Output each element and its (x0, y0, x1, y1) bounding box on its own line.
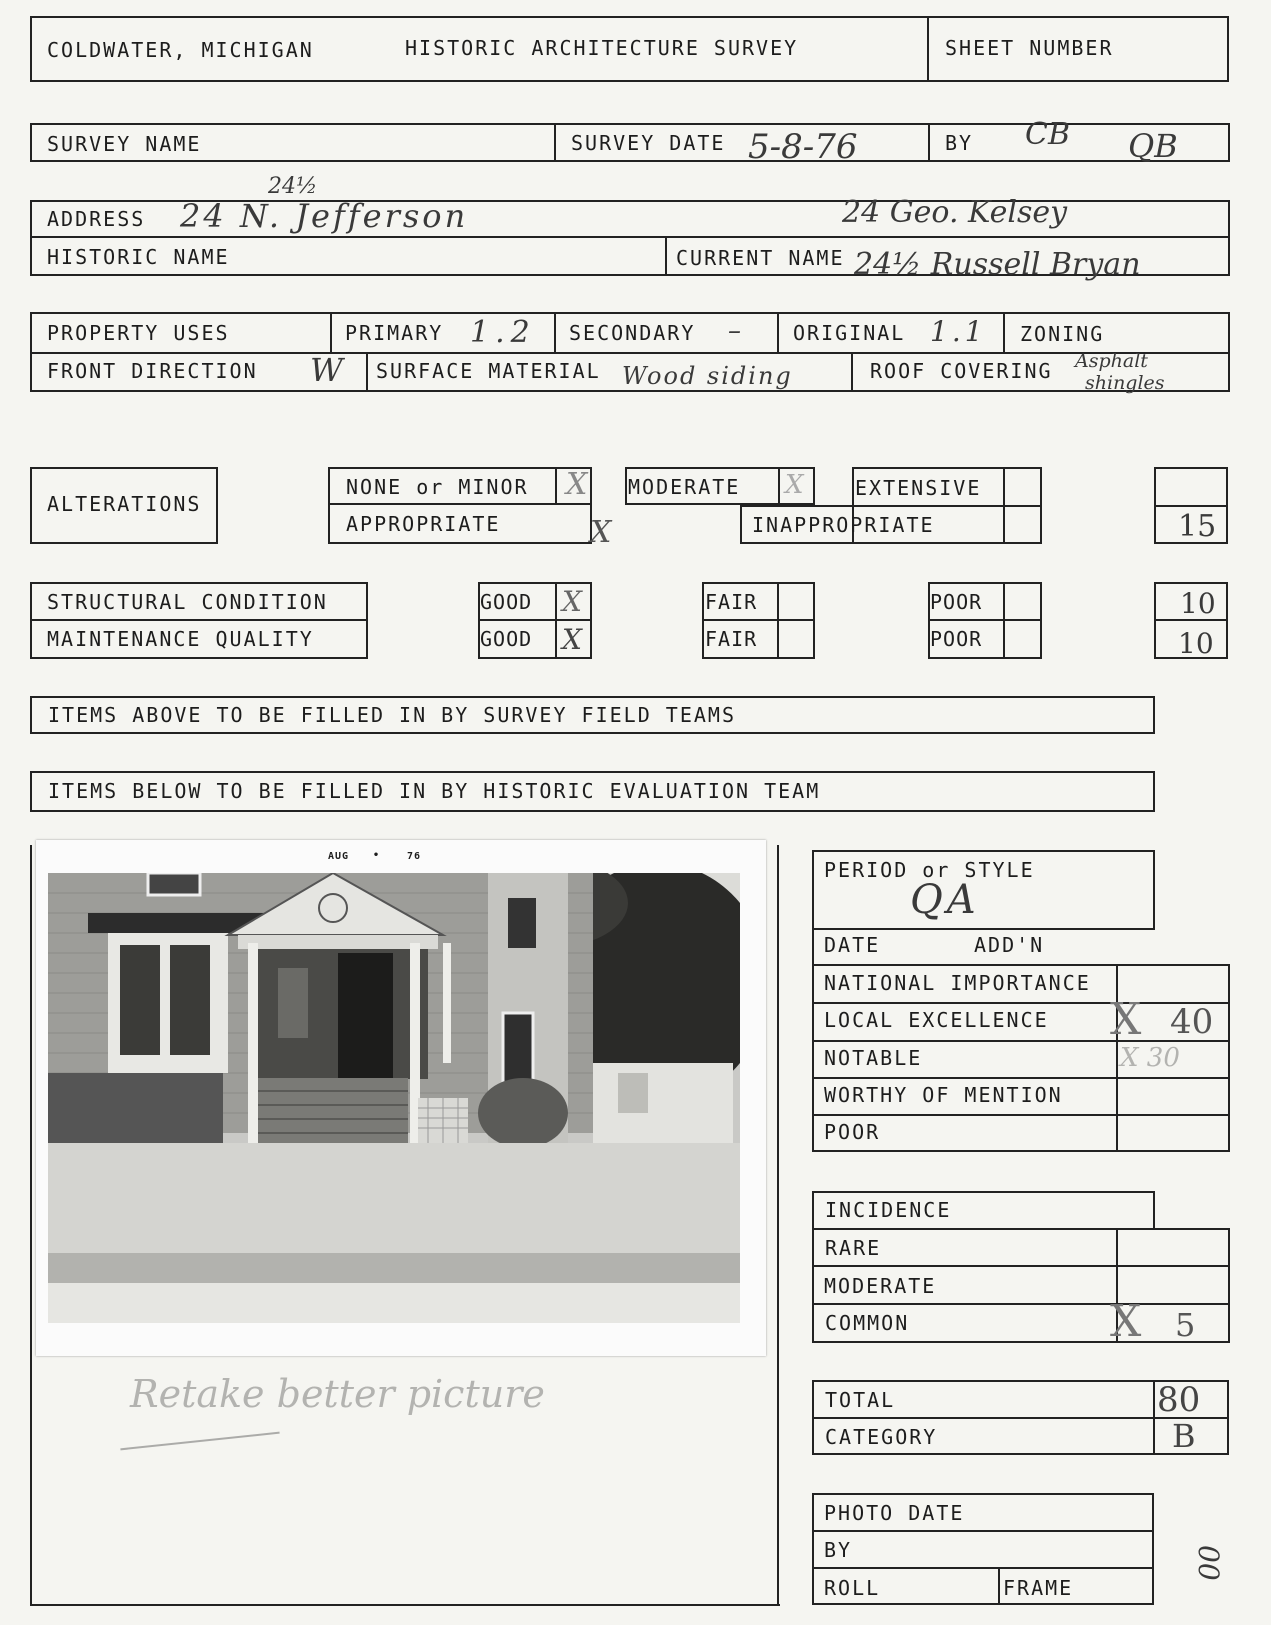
maintenance-quality-label: MAINTENANCE QUALITY (47, 627, 314, 651)
moderate-mark: X (785, 470, 804, 500)
local-excellence-mark: X (1110, 994, 1142, 1045)
maintenance-fair-label: FAIR (705, 627, 758, 651)
period-style-label: PERIOD or STYLE (824, 858, 1035, 882)
roof-covering-line2: shingles (1085, 372, 1165, 394)
extensive-label: EXTENSIVE (855, 476, 982, 500)
sheet-number-label: SHEET NUMBER (945, 36, 1114, 60)
surface-material-label: SURFACE MATERIAL (376, 359, 601, 383)
header-title: HISTORIC ARCHITECTURE SURVEY (405, 36, 799, 60)
photo-caption-faint: Retake better picture (130, 1372, 545, 1416)
eval-poor-label: POOR (824, 1120, 881, 1144)
front-direction-value: W (310, 351, 343, 389)
common-score: 5 (1175, 1306, 1196, 1344)
structural-good-label: GOOD (480, 590, 533, 614)
structural-poor-label: POOR (930, 590, 983, 614)
eval-date-value: ADD'N (974, 933, 1045, 957)
house-photo (48, 873, 740, 1323)
maintenance-mark: X (562, 623, 582, 656)
current-name-line1: 24 Geo. Kelsey (842, 195, 1068, 230)
inappropriate-label: INAPPROPRIATE (752, 513, 935, 537)
photo-date-label: PHOTO DATE (824, 1501, 965, 1525)
address-value: 24 N. Jefferson (180, 197, 469, 235)
header-divider (927, 16, 929, 82)
none-minor-label: NONE or MINOR (346, 475, 529, 499)
structural-score: 10 (1180, 587, 1216, 620)
none-minor-mark: X (566, 467, 588, 502)
notable-faint: X 30 (1120, 1043, 1180, 1073)
frame-label: FRAME (1003, 1576, 1074, 1600)
survey-by-value-2: QB (1128, 127, 1178, 165)
current-name-line2: 24½ Russell Bryan (854, 247, 1141, 282)
secondary-value: – (728, 316, 741, 346)
period-style-value: QA (910, 877, 980, 923)
moderate-label: MODERATE (628, 475, 741, 499)
total-value: 80 (1157, 1380, 1201, 1420)
survey-name-label: SURVEY NAME (47, 132, 202, 156)
structural-mark: X (562, 585, 582, 618)
common-label: COMMON (825, 1311, 910, 1335)
original-value: 1.1 (930, 315, 987, 348)
survey-date-value: 5-8-76 (748, 127, 858, 167)
category-value: B (1172, 1417, 1196, 1455)
primary-value: 1.2 (470, 315, 536, 350)
maintenance-poor-label: POOR (930, 627, 983, 651)
survey-by-label: BY (945, 131, 974, 155)
items-above-note: ITEMS ABOVE TO BE FILLED IN BY SURVEY FIELD TEAMS (48, 703, 737, 727)
photo-stamp-year: 76 (407, 851, 422, 862)
roll-label: ROLL (824, 1576, 881, 1600)
survey-by-value: CB (1025, 117, 1070, 152)
rare-label: RARE (825, 1236, 882, 1260)
roof-covering-line1: Asphalt (1075, 350, 1148, 372)
roof-covering-label: ROOF COVERING (870, 359, 1053, 383)
survey-date-label: SURVEY DATE (571, 131, 726, 155)
items-below-note: ITEMS BELOW TO BE FILLED IN BY HISTORIC EVALUATION TEAM (48, 779, 821, 803)
total-label: TOTAL (825, 1388, 896, 1412)
current-name-label: CURRENT NAME (676, 246, 845, 270)
maintenance-good-label: GOOD (480, 627, 533, 651)
header-city: COLDWATER, MICHIGAN (47, 38, 314, 62)
structural-fair-label: FAIR (705, 590, 758, 614)
alterations-score: 15 (1178, 509, 1217, 544)
alterations-label: ALTERATIONS (47, 492, 202, 516)
zoning-label: ZONING (1020, 322, 1105, 346)
secondary-label: SECONDARY (569, 321, 696, 345)
photo-by-label: BY (824, 1538, 853, 1562)
common-mark: X (1110, 1296, 1142, 1347)
eval-date-label: DATE (824, 933, 881, 957)
historic-name-label: HISTORIC NAME (47, 245, 230, 269)
photo-stamp-dot: • (373, 850, 381, 861)
original-label: ORIGINAL (793, 321, 906, 345)
incidence-moderate-label: MODERATE (824, 1274, 937, 1298)
local-excellence-score: 40 (1170, 1002, 1214, 1042)
address-addendum: 24½ (268, 174, 318, 199)
margin-note: 00 (1192, 1545, 1225, 1581)
maintenance-score: 10 (1178, 627, 1214, 660)
local-excellence-label: LOCAL EXCELLENCE (824, 1008, 1049, 1032)
notable-label: NOTABLE (824, 1046, 923, 1070)
structural-condition-label: STRUCTURAL CONDITION (47, 590, 328, 614)
front-direction-label: FRONT DIRECTION (47, 359, 258, 383)
address-label: ADDRESS (47, 207, 146, 231)
incidence-label: INCIDENCE (825, 1198, 952, 1222)
worthy-of-mention-label: WORTHY OF MENTION (824, 1083, 1063, 1107)
property-uses-label: PROPERTY USES (47, 321, 230, 345)
primary-label: PRIMARY (345, 321, 444, 345)
surface-material-value: Wood siding (622, 362, 793, 390)
category-label: CATEGORY (825, 1425, 938, 1449)
photo-stamp-month: AUG (328, 851, 350, 862)
appropriate-mark: X (590, 515, 612, 550)
national-importance-label: NATIONAL IMPORTANCE (824, 971, 1091, 995)
caption-underline (120, 1432, 279, 1451)
appropriate-label: APPROPRIATE (346, 512, 501, 536)
